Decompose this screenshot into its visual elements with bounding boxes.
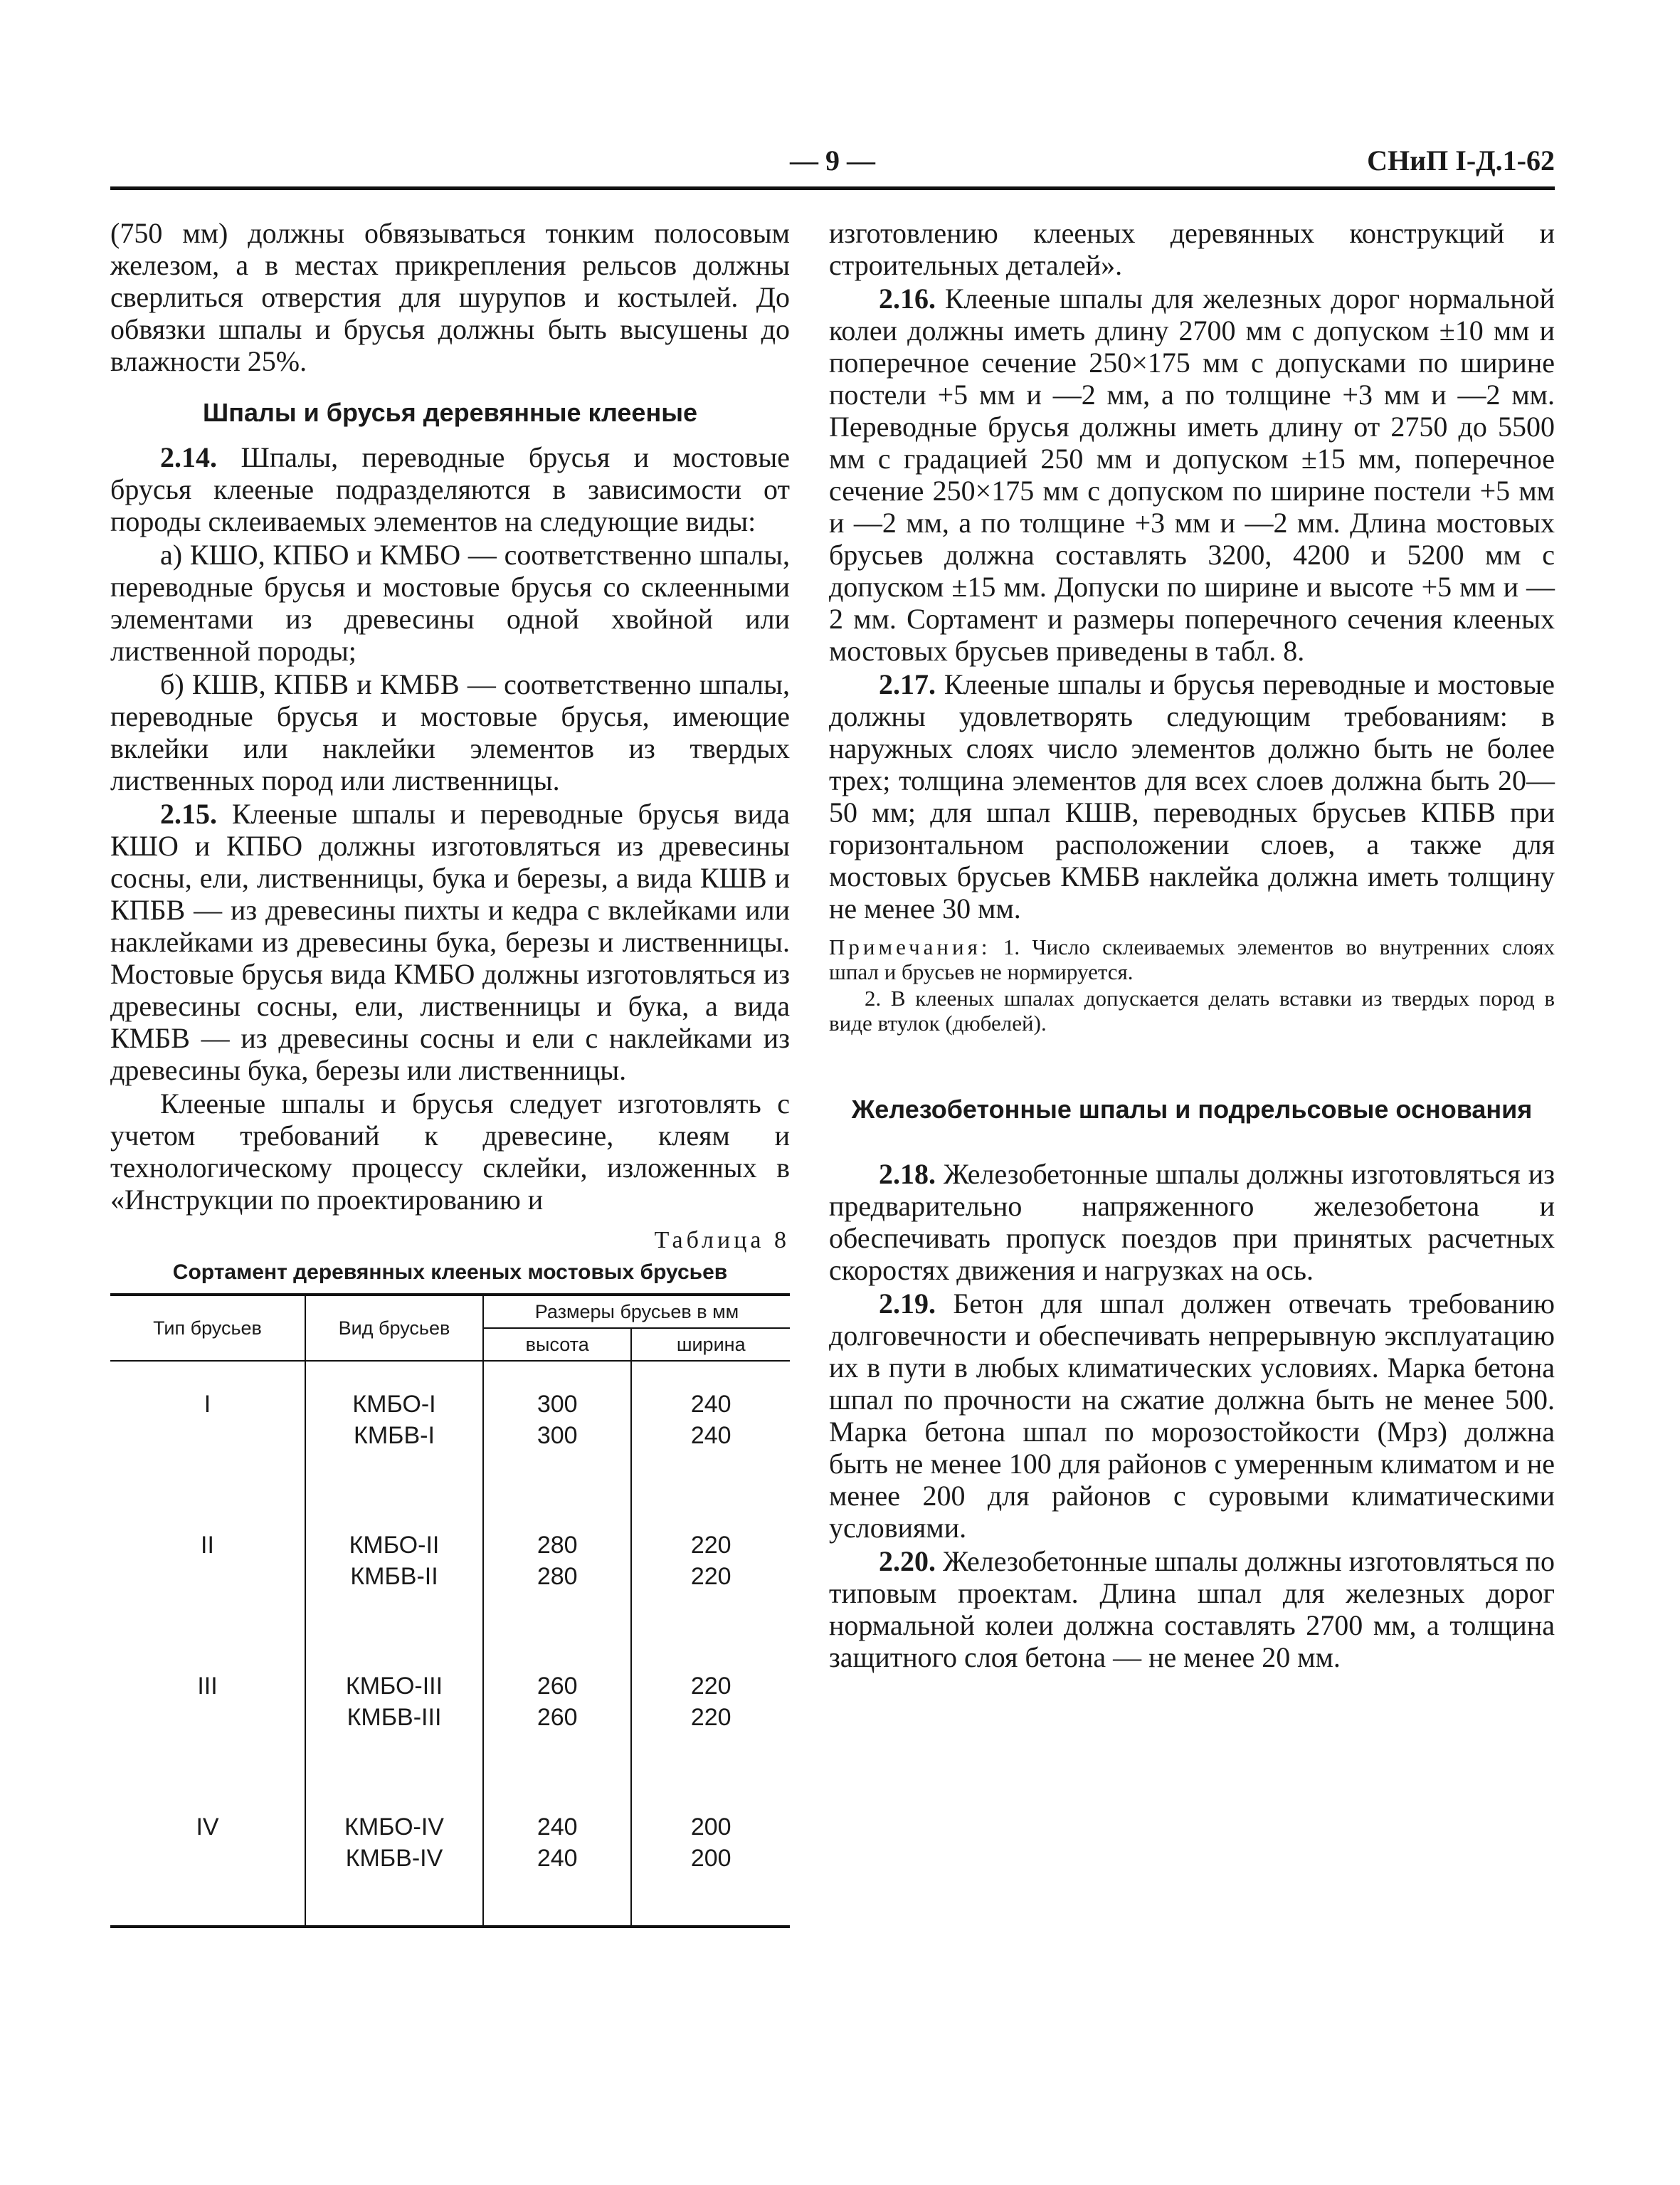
table-title: Сортамент деревянных клееных мостовых брусьев xyxy=(172,1260,728,1284)
cell-value: 220 xyxy=(690,1532,731,1559)
paragraph-2-14 xyxy=(110,441,790,537)
cell-kind xyxy=(305,1643,483,1784)
page-header xyxy=(110,135,1555,192)
cell-value: 280 xyxy=(537,1532,578,1559)
right-column xyxy=(829,217,1555,1673)
paragraph-glued-manufacture: Клееные шпалы и брусья следует изготовлять с учетом требований к древесине, клеям и технологическому процессу склейки, изложенных в «Инструкции по проектированию и xyxy=(110,1088,790,1216)
cell-type: I xyxy=(110,1361,305,1502)
cell-type: IV xyxy=(110,1784,305,1927)
cell-value: 240 xyxy=(537,1813,578,1841)
cell-value: КМБО-I xyxy=(352,1391,436,1418)
table-row xyxy=(110,1361,790,1502)
table-row xyxy=(110,1784,790,1927)
note-2: 2. В клееных шпалах допускается делать вставки из твердых пород в виде втулок (дюбелей). xyxy=(829,986,1555,1036)
cell-width xyxy=(631,1643,790,1784)
cell-value: 220 xyxy=(690,1563,731,1590)
cell-value: 240 xyxy=(690,1422,731,1449)
paragraph-2-18 xyxy=(829,1158,1555,1286)
section-heading-concrete: Железобетонные шпалы и подрельсовые основания xyxy=(851,1095,1533,1124)
cell-value: КМБВ-III xyxy=(347,1704,442,1731)
table-caption: Таблица 8 xyxy=(654,1227,790,1253)
header-height: высота xyxy=(483,1328,631,1361)
cell-width xyxy=(631,1502,790,1643)
notes-block xyxy=(829,934,1555,1036)
paragraph-2-19 xyxy=(829,1288,1555,1544)
cell-value: 220 xyxy=(690,1704,731,1731)
header-type: Тип брусьев xyxy=(110,1295,305,1361)
note-1 xyxy=(829,934,1555,984)
header-sizes: Размеры брусьев в мм xyxy=(483,1295,790,1328)
cell-value: КМБВ-II xyxy=(350,1563,438,1590)
clause-text: Шпалы, переводные брусья и мостовые брусья клееные подразделяются в зависимости от породы склеиваемых элементов на следующие виды: xyxy=(110,441,791,537)
cell-value: 240 xyxy=(537,1845,578,1872)
page-number: — 9 — xyxy=(790,144,875,177)
cell-value: 200 xyxy=(690,1845,731,1872)
clause-number: 2.15. xyxy=(160,798,217,830)
paragraph-2-15 xyxy=(110,798,790,1086)
cell-value: 260 xyxy=(537,1704,578,1731)
clause-text: Железобетонные шпалы должны изготовляться по типовым проектам. Длина шпал для железных дорог нормальной колеи должна составлять 2700 мм, а толщина защитного слоя бетона — не менее 20 мм. xyxy=(829,1545,1555,1673)
table-row xyxy=(110,1502,790,1643)
notes-label: Примечания: xyxy=(829,934,991,959)
cell-type: II xyxy=(110,1502,305,1643)
cell-value: 300 xyxy=(537,1391,578,1418)
clause-number: 2.19. xyxy=(879,1288,936,1320)
clause-number: 2.14. xyxy=(160,441,217,473)
clause-text: Бетон для шпал должен отвечать требованию долговечности и обеспечивать непрерывную эксплуатацию их в пути в любых климатических условиях. Марка бетона шпал по прочности на сжатие должна быть не менее 500. Марка бетона шпал по морозостойкости (Мрз) должна быть не менее 100 для районов с умеренным климатом и не менее 200 для районов с суровыми климатическими условиями. xyxy=(829,1288,1555,1544)
paragraph-continuation: изготовлению клееных деревянных конструкций и строительных деталей». xyxy=(829,217,1555,281)
cell-width xyxy=(631,1784,790,1927)
clause-text: Железобетонные шпалы должны изготовляться из предварительно напряженного железобетона и обеспечивать пропуск поездов при принятых расчетных скоростях движения и нагрузках на ось. xyxy=(829,1158,1555,1286)
paragraph-2-17 xyxy=(829,668,1555,925)
table-row xyxy=(110,1643,790,1784)
cell-value: 300 xyxy=(537,1422,578,1449)
clause-text: Клееные шпалы и переводные брусья вида КШО и КПБО должны изготовляться из древесины сосны, ели, лиственницы, бука и березы, а вида КШВ и КПБВ — из древесины пихты и кедра с вклейками или наклейками из древесины бука, березы и лиственницы. Мостовые брусья вида КМБО должны изготовляться из древесины сосны, ели, лиственницы и бука, а вида КМБВ — из древесины сосны и ели с наклейками из древесины бука, березы или лиственницы. xyxy=(110,798,790,1086)
cell-value: КМБВ-IV xyxy=(345,1845,443,1872)
cell-value: 280 xyxy=(537,1563,578,1590)
left-column xyxy=(110,217,790,1928)
paragraph-2-20 xyxy=(829,1545,1555,1673)
list-item-b: б) КШВ, КПБВ и КМБВ — соответственно шпалы, переводные брусья и мостовые брусья, имеющие вклейки или наклейки элементов из твердых лиственных пород или лиственницы. xyxy=(110,668,790,796)
clause-number: 2.20. xyxy=(879,1545,936,1577)
cell-value: КМБО-II xyxy=(349,1532,440,1559)
header-rule xyxy=(110,186,1555,190)
cell-value: 200 xyxy=(690,1813,731,1841)
cell-height xyxy=(483,1784,631,1927)
paragraph-2-16 xyxy=(829,283,1555,667)
cell-type: III xyxy=(110,1643,305,1784)
cell-height xyxy=(483,1502,631,1643)
cell-height xyxy=(483,1361,631,1502)
cell-height xyxy=(483,1643,631,1784)
header-width: ширина xyxy=(631,1328,790,1361)
cell-value: КМБВ-I xyxy=(354,1422,435,1449)
clause-number: 2.17. xyxy=(879,668,936,700)
document-code: СНиП I-Д.1-62 xyxy=(1367,144,1555,177)
cell-width xyxy=(631,1361,790,1502)
paragraph-intro: (750 мм) должны обвязываться тонким полосовым железом, а в местах прикрепления рельсов должны сверлиться отверстия для шурупов и костылей. До обвязки шпалы и брусья должны быть высушены до влажности 25%. xyxy=(110,217,790,377)
cell-value: 240 xyxy=(690,1391,731,1418)
cell-kind xyxy=(305,1361,483,1502)
section-heading-glued: Шпалы и брусья деревянные клееные xyxy=(203,398,697,427)
list-item-a: а) КШО, КПБО и КМБО — соответственно шпалы, переводные брусья и мостовые брусья со склеенными элементами из древесины одной хвойной или лиственной породы; xyxy=(110,539,790,667)
cell-value: 260 xyxy=(537,1673,578,1700)
clause-number: 2.16. xyxy=(879,283,936,315)
cell-value: 220 xyxy=(690,1673,731,1700)
clause-text: Клееные шпалы для железных дорог нормальной колеи должны иметь длину 2700 мм с допуском ±10 мм и поперечное сечение 250×175 мм с допусками по ширине постели +5 мм и —2 мм, а по толщине +3 мм и —2 мм. Переводные брусья должны иметь длину от 2750 до 5500 мм с градацией 250 мм и допуском ±15 мм, поперечное сечение 250×175 мм с допуском по ширине постели +5 мм и —2 мм, а по толщине +3 мм и —2 мм. Длина мостовых брусьев должна составлять 3200, 4200 и 5200 мм с допуском ±15 мм. Допуски по ширине и высоте +5 мм и —2 мм. Сортамент и размеры поперечного сечения клееных мостовых брусьев приведены в табл. 8. xyxy=(829,283,1555,667)
header-kind: Вид брусьев xyxy=(305,1295,483,1361)
cell-kind xyxy=(305,1784,483,1927)
note-text: 1. Число склеиваемых элементов во внутренних слоях шпал и брусьев не нормируется. xyxy=(829,934,1555,984)
cell-value: КМБО-III xyxy=(345,1673,443,1700)
sizes-table xyxy=(110,1293,790,1928)
clause-text: Клееные шпалы и брусья переводные и мостовые должны удовлетворять следующим требованиям: в наружных слоях число элементов должно быть не более трех; толщина элементов для всех слоев должна быть 20—50 мм; для шпал КШВ, переводных брусьев КПБВ при горизонтальном расположении слоев, а также для мостовых брусьев КМБВ наклейка должна иметь толщину не менее 30 мм. xyxy=(829,668,1555,925)
cell-kind xyxy=(305,1502,483,1643)
clause-number: 2.18. xyxy=(879,1158,936,1190)
cell-value: КМБО-IV xyxy=(344,1813,444,1841)
